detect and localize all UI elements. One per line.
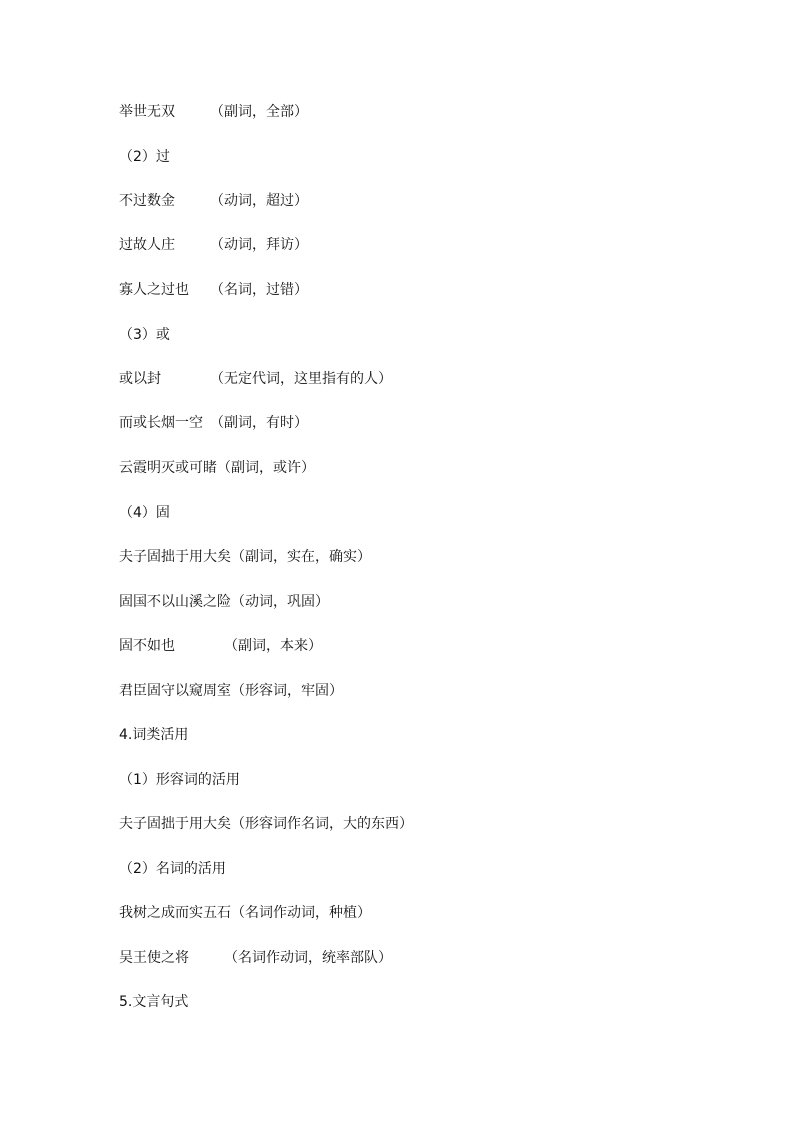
subheading: （4）固: [119, 505, 170, 521]
text-line: 举世无双 （副词，全部）: [119, 104, 308, 120]
text-line: 夫子固拙于用大矣（形容词作名词，大的东西）: [119, 816, 413, 832]
text-line: 寡人之过也 （名词，过错）: [119, 282, 308, 298]
text-line: 夫子固拙于用大矣（副词，实在，确实）: [119, 549, 371, 565]
text-line: 或以封 （无定代词，这里指有的人）: [119, 371, 392, 387]
subheading: （2）名词的活用: [119, 861, 226, 877]
text-line: 固不如也 （副词，本来）: [119, 638, 322, 654]
subheading: （1）形容词的活用: [119, 772, 240, 788]
text-line: 不过数金 （动词，超过）: [119, 193, 308, 209]
section-heading: 4.词类活用: [119, 727, 189, 743]
text-line: 固国不以山溪之险（动词，巩固）: [119, 594, 329, 610]
subheading: （2）过: [119, 149, 170, 165]
text-line: 吴王使之将 （名词作动词，统率部队）: [119, 950, 392, 966]
text-line: 云霞明灭或可睹（副词，或许）: [119, 460, 315, 476]
section-heading: 5.文言句式: [119, 994, 189, 1010]
text-line: 而或长烟一空 （副词，有时）: [119, 415, 308, 431]
subheading: （3）或: [119, 327, 170, 343]
text-line: 我树之成而实五石（名词作动词，种植）: [119, 905, 371, 921]
text-line: 过故人庄 （动词，拜访）: [119, 237, 308, 253]
text-line: 君臣固守以窥周室（形容词，牢固）: [119, 683, 343, 699]
